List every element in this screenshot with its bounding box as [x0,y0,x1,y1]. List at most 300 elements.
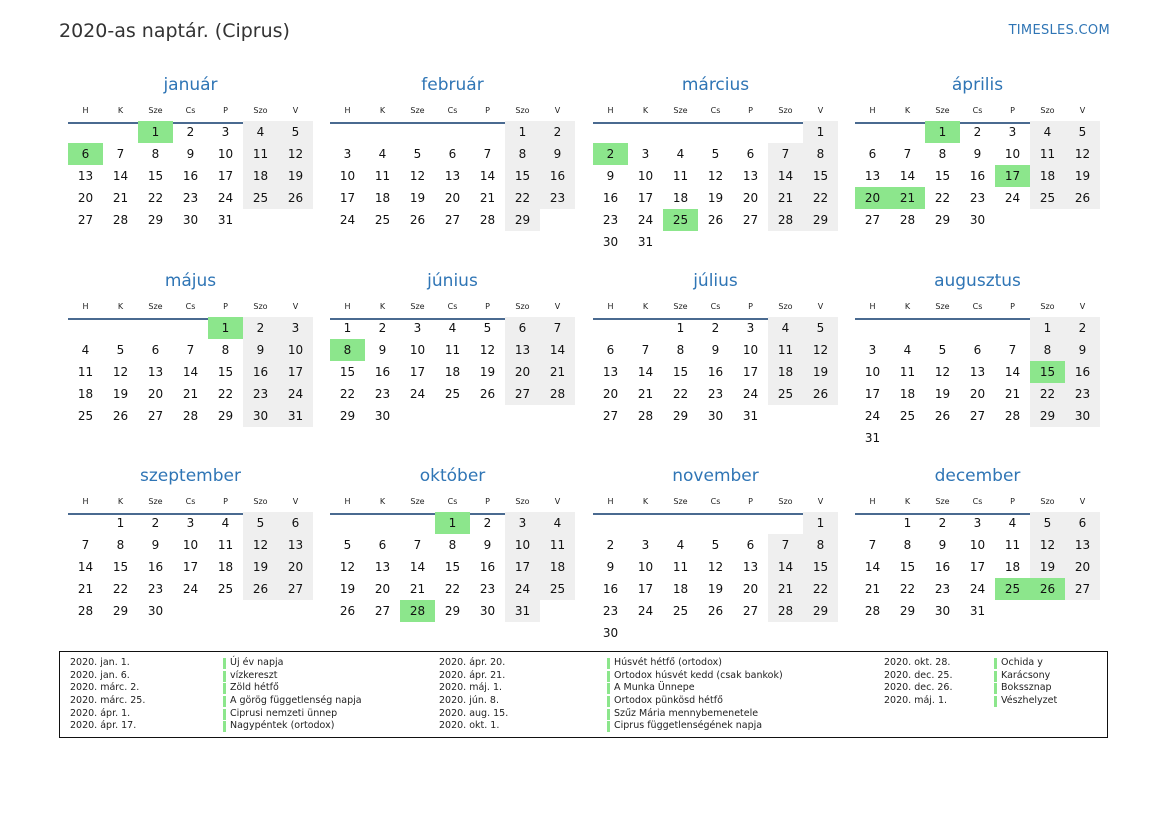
day-cell: 21 [637,387,654,401]
day-cell: 14 [768,165,803,187]
day-cell: 9 [243,339,278,361]
day-cell: 29 [444,604,461,618]
day-cell: 26 [803,383,838,405]
day-cell: 23 [969,191,986,205]
day-cell: 19 [1030,556,1065,578]
day-cell: 15 [112,560,129,574]
legend-holiday-name: Új év napja [230,657,284,668]
day-cell: 19 [479,365,496,379]
day-cell: 7 [903,147,912,161]
day-cell: 20 [969,387,986,401]
legend-date: 2020. márc. 2. [70,682,140,694]
legend-color-marker [994,683,997,694]
legend-color-marker [223,658,226,669]
weekday-header: K [379,302,386,311]
day-cell: 19 [339,582,356,596]
legend-date: 2020. aug. 15. [439,707,509,719]
day-cell: 8 [803,143,838,165]
legend-holiday-name: Ochida y [1001,657,1043,668]
day-cell: 21 [768,578,803,600]
day-cell: 16 [934,560,951,574]
day-cell: 1 [903,516,912,530]
weekday-header: V [292,497,299,506]
legend-holiday-name: Ciprus függetlenségének napja [614,720,763,732]
weekday-header: H [869,106,876,115]
legend-date: 2020. dec. 25. [884,669,953,681]
month-name: április [951,75,1004,95]
day-cell: 22 [934,191,951,205]
day-cell: 12 [803,339,838,361]
day-cell: 7 [1008,343,1017,357]
day-cell: 26 [479,387,496,401]
day-cell: 22 [112,582,129,596]
day-cell: 13 [444,169,461,183]
day-cell: 7 [868,538,877,552]
holiday-day-cell: 17 [995,165,1030,187]
day-cell: 2 [483,516,492,530]
day-cell: 29 [505,209,540,231]
weekday-header: Szo [1040,497,1055,506]
day-cell: 30 [1065,405,1100,427]
day-cell: 9 [483,538,492,552]
month-name: március [681,75,750,95]
day-cell: 4 [1008,516,1017,530]
month-name: október [419,466,486,486]
day-cell: 30 [243,405,278,427]
day-cell: 19 [934,387,951,401]
day-cell: 21 [409,582,426,596]
legend-holiday-name: Ciprusi nemzeti ünnep [230,707,338,719]
day-cell: 23 [540,187,575,209]
weekday-header: V [292,302,299,311]
day-cell: 13 [969,365,986,379]
legend-date: 2020. dec. 26. [884,682,953,694]
day-cell: 13 [742,560,759,574]
day-cell: 19 [278,165,313,187]
day-cell: 29 [217,409,234,423]
day-cell: 18 [374,191,391,205]
day-cell: 5 [938,343,947,357]
day-cell: 7 [641,343,650,357]
day-cell: 30 [707,409,724,423]
weekday-header: V [554,302,561,311]
day-cell: 8 [938,147,947,161]
day-cell: 10 [182,538,199,552]
day-cell: 23 [147,582,164,596]
weekday-header: Szo [778,106,793,115]
day-cell: 19 [803,361,838,383]
day-cell: 20 [278,556,313,578]
legend-holiday-name: Vészhelyzet [1001,695,1058,707]
day-cell: 14 [77,560,94,574]
day-cell: 20 [1065,556,1100,578]
day-cell: 14 [409,560,426,574]
holiday-day-cell: 1 [435,512,470,534]
month-name: november [672,466,759,486]
day-cell: 7 [540,317,575,339]
weekday-header: K [117,497,124,506]
day-cell: 6 [973,343,982,357]
day-cell: 3 [1008,125,1017,139]
day-cell: 19 [409,191,426,205]
day-cell: 17 [637,582,654,596]
day-cell: 24 [969,582,986,596]
site-link[interactable]: TIMESLES.COM [1008,23,1110,38]
day-cell: 9 [938,538,947,552]
day-cell: 27 [77,213,94,227]
day-cell: 5 [1030,512,1065,534]
day-cell: 30 [969,213,986,227]
day-cell: 29 [672,409,689,423]
day-cell: 18 [1030,165,1065,187]
day-cell: 22 [899,582,916,596]
day-cell: 21 [864,582,881,596]
weekday-header: Szo [778,302,793,311]
day-cell: 13 [505,339,540,361]
day-cell: 27 [374,604,391,618]
weekday-header: Szo [253,497,268,506]
legend-color-marker [223,683,226,694]
day-cell: 28 [768,209,803,231]
day-cell: 23 [602,604,619,618]
day-cell: 15 [339,365,356,379]
day-cell: 20 [742,582,759,596]
day-cell: 12 [707,169,724,183]
day-cell: 14 [864,560,881,574]
day-cell: 23 [374,387,391,401]
day-cell: 11 [1030,143,1065,165]
day-cell: 12 [1030,534,1065,556]
weekday-header: K [642,302,649,311]
day-cell: 5 [711,538,720,552]
day-cell: 3 [413,321,422,335]
day-cell: 10 [742,343,759,357]
weekday-header: Cs [710,106,721,115]
day-cell: 11 [374,169,391,183]
day-cell: 17 [278,361,313,383]
day-cell: 9 [606,560,615,574]
day-cell: 29 [803,600,838,622]
day-cell: 18 [899,387,916,401]
day-cell: 15 [803,165,838,187]
day-cell: 28 [768,600,803,622]
weekday-header: Cs [447,302,458,311]
legend-date: 2020. máj. 1. [439,682,503,694]
day-cell: 26 [243,578,278,600]
legend-color-marker [223,721,226,732]
day-cell: 24 [182,582,199,596]
day-cell: 14 [637,365,654,379]
day-cell: 29 [147,213,164,227]
day-cell: 14 [540,339,575,361]
day-cell: 25 [77,409,94,423]
legend-color-marker [607,696,610,707]
month-name: július [693,271,738,291]
day-cell: 16 [969,169,986,183]
weekday-header: Cs [972,106,983,115]
day-cell: 21 [77,582,94,596]
weekday-header: Cs [972,302,983,311]
weekday-header: Sze [410,497,425,506]
weekday-header: Szo [515,497,530,506]
day-cell: 2 [243,317,278,339]
month-name: május [164,271,217,291]
day-cell: 28 [899,213,916,227]
legend-holiday-name: Ortodox húsvét kedd (csak bankok) [614,669,783,681]
day-cell: 10 [1004,147,1021,161]
day-cell: 27 [864,213,881,227]
day-cell: 1 [343,321,352,335]
day-cell: 3 [868,343,877,357]
day-cell: 7 [768,143,803,165]
weekday-header: H [82,497,89,506]
legend-holiday-name: Nagypéntek (ortodox) [230,720,335,732]
legend-date: 2020. okt. 1. [439,720,500,732]
day-cell: 1 [803,512,838,534]
legend-date: 2020. jan. 1. [70,657,130,668]
holiday-day-cell: 1 [925,121,960,143]
day-cell: 20 [742,191,759,205]
day-cell: 2 [378,321,387,335]
day-cell: 14 [768,556,803,578]
day-cell: 6 [505,317,540,339]
day-cell: 16 [707,365,724,379]
day-cell: 4 [540,512,575,534]
weekday-header: V [554,497,561,506]
day-cell: 31 [969,604,986,618]
day-cell: 10 [637,560,654,574]
day-cell: 14 [479,169,496,183]
holiday-day-cell: 21 [890,187,925,209]
day-cell: 18 [540,556,575,578]
holiday-day-cell: 1 [208,317,243,339]
day-cell: 5 [413,147,422,161]
day-cell: 8 [1030,339,1065,361]
day-cell: 16 [243,361,278,383]
day-cell: 28 [864,604,881,618]
day-cell: 24 [505,578,540,600]
day-cell: 23 [707,387,724,401]
day-cell: 25 [243,187,278,209]
day-cell: 2 [186,125,195,139]
day-cell: 12 [243,534,278,556]
day-cell: 23 [602,213,619,227]
day-cell: 12 [934,365,951,379]
day-cell: 5 [343,538,352,552]
day-cell: 18 [217,560,234,574]
legend-date: 2020. ápr. 20. [439,657,506,668]
month-name: december [934,466,1021,486]
day-cell: 21 [1004,387,1021,401]
day-cell: 7 [81,538,90,552]
day-cell: 21 [479,191,496,205]
legend-date: 2020. jan. 6. [70,669,130,681]
weekday-header: K [379,106,386,115]
day-cell: 24 [637,213,654,227]
day-cell: 6 [746,538,755,552]
month-name: szeptember [140,466,241,486]
day-cell: 6 [448,147,457,161]
day-cell: 23 [182,191,199,205]
day-cell: 27 [1065,578,1100,600]
weekday-header: H [82,302,89,311]
day-cell: 20 [374,582,391,596]
legend-date: 2020. okt. 28. [884,657,951,668]
day-cell: 4 [448,321,457,335]
day-cell: 22 [444,582,461,596]
day-cell: 22 [147,191,164,205]
day-cell: 7 [116,147,125,161]
day-cell: 10 [217,147,234,161]
day-cell: 29 [1030,405,1065,427]
day-cell: 26 [1065,187,1100,209]
weekday-header: P [748,497,753,506]
day-cell: 11 [672,169,689,183]
day-cell: 21 [768,187,803,209]
legend-color-marker [223,709,226,720]
day-cell: 2 [711,321,720,335]
day-cell: 28 [77,604,94,618]
day-cell: 19 [707,582,724,596]
day-cell: 6 [606,343,615,357]
day-cell: 18 [672,582,689,596]
day-cell: 12 [278,143,313,165]
day-cell: 3 [505,512,540,534]
day-cell: 18 [672,191,689,205]
day-cell: 3 [278,317,313,339]
day-cell: 14 [899,169,916,183]
day-cell: 12 [1065,143,1100,165]
day-cell: 7 [483,147,492,161]
day-cell: 12 [707,560,724,574]
day-cell: 31 [742,409,759,423]
month-divider [593,122,838,124]
day-cell: 14 [1004,365,1021,379]
day-cell: 25 [217,582,234,596]
legend-holiday-name: Húsvét hétfő (ortodox) [614,657,722,668]
day-cell: 11 [768,339,803,361]
day-cell: 23 [1065,383,1100,405]
weekday-header: K [117,302,124,311]
weekday-header: Cs [185,497,196,506]
day-cell: 8 [151,147,160,161]
day-cell: 15 [803,556,838,578]
weekday-header: P [485,106,490,115]
day-cell: 2 [606,538,615,552]
day-cell: 16 [374,365,391,379]
day-cell: 25 [672,604,689,618]
day-cell: 24 [217,191,234,205]
holiday-day-cell: 8 [330,339,365,361]
weekday-header: Cs [710,497,721,506]
day-cell: 3 [343,147,352,161]
day-cell: 27 [147,409,164,423]
day-cell: 2 [1065,317,1100,339]
day-cell: 11 [217,538,234,552]
day-cell: 8 [116,538,125,552]
day-cell: 30 [934,604,951,618]
day-cell: 18 [243,165,278,187]
day-cell: 26 [339,604,356,618]
day-cell: 31 [864,431,881,445]
legend-date: 2020. ápr. 1. [70,707,131,719]
day-cell: 30 [374,409,391,423]
day-cell: 25 [374,213,391,227]
weekday-header: P [748,106,753,115]
day-cell: 10 [969,538,986,552]
day-cell: 28 [540,383,575,405]
day-cell: 29 [934,213,951,227]
weekday-header: P [485,497,490,506]
weekday-header: Szo [1040,106,1055,115]
weekday-header: Cs [710,302,721,311]
day-cell: 15 [147,169,164,183]
day-cell: 16 [602,191,619,205]
day-cell: 26 [409,213,426,227]
day-cell: 20 [147,387,164,401]
day-cell: 30 [602,626,619,640]
weekday-header: Sze [410,106,425,115]
day-cell: 22 [505,187,540,209]
day-cell: 13 [864,169,881,183]
day-cell: 28 [182,409,199,423]
weekday-header: Sze [935,302,950,311]
day-cell: 3 [973,516,982,530]
day-cell: 3 [221,125,230,139]
weekday-header: P [485,302,490,311]
weekday-header: V [1079,106,1086,115]
weekday-header: K [642,497,649,506]
day-cell: 2 [540,121,575,143]
weekday-header: H [869,497,876,506]
legend-color-marker [607,671,610,682]
day-cell: 22 [217,387,234,401]
weekday-header: Cs [185,302,196,311]
day-cell: 4 [243,121,278,143]
day-cell: 4 [1030,121,1065,143]
weekday-header: Sze [673,497,688,506]
day-cell: 2 [151,516,160,530]
day-cell: 25 [1030,187,1065,209]
weekday-header: K [117,106,124,115]
day-cell: 18 [1004,560,1021,574]
day-cell: 23 [479,582,496,596]
day-cell: 5 [278,121,313,143]
day-cell: 21 [540,361,575,383]
day-cell: 25 [444,387,461,401]
weekday-header: Sze [673,106,688,115]
day-cell: 12 [112,365,129,379]
day-cell: 16 [540,165,575,187]
day-cell: 20 [505,361,540,383]
holiday-day-cell: 20 [855,187,890,209]
day-cell: 11 [243,143,278,165]
day-cell: 29 [339,409,356,423]
day-cell: 1 [676,321,685,335]
day-cell: 26 [112,409,129,423]
day-cell: 8 [676,343,685,357]
day-cell: 19 [1065,165,1100,187]
day-cell: 1 [116,516,125,530]
day-cell: 10 [409,343,426,357]
weekday-header: Szo [1040,302,1055,311]
day-cell: 15 [217,365,234,379]
day-cell: 27 [505,383,540,405]
day-cell: 20 [77,191,94,205]
day-cell: 8 [505,143,540,165]
day-cell: 3 [746,321,755,335]
day-cell: 25 [899,409,916,423]
